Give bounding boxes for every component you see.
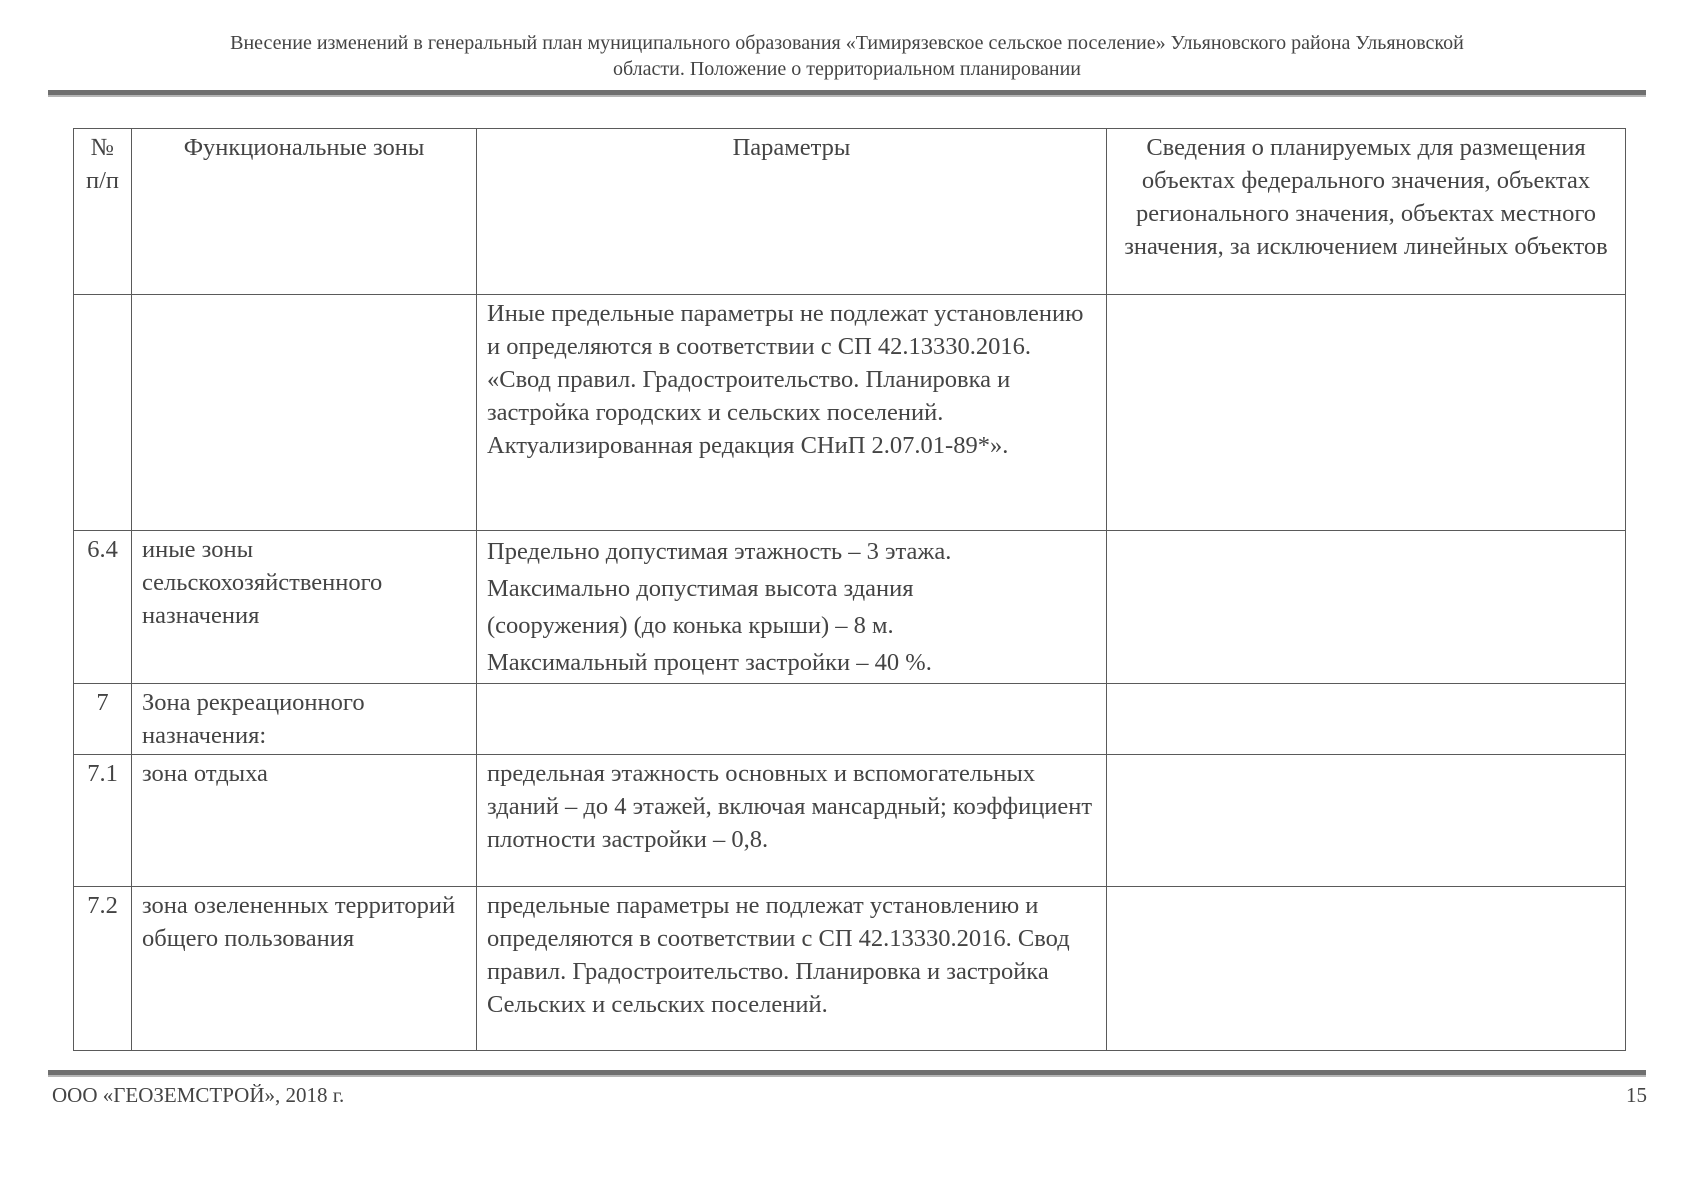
row-zone: иные зоны сельскохозяйственного назначения: [132, 531, 477, 684]
row-zone: [132, 295, 477, 531]
row-num: 7.2: [74, 887, 132, 1051]
page-number: 15: [1626, 1083, 1647, 1107]
table-row: [74, 887, 1626, 1051]
header-zones: Функциональные зоны: [132, 129, 477, 295]
params-line: (сооружения) (до конька крыши) – 8 м.: [487, 612, 894, 639]
row-objects: [1107, 684, 1626, 755]
functional-zones-table: [73, 128, 1626, 1051]
table-row: [74, 755, 1626, 887]
header-params: Параметры: [477, 129, 1107, 295]
footer-company: ООО «ГЕОЗЕМСТРОЙ», 2018 г.: [52, 1083, 345, 1107]
table-row: [74, 684, 1626, 755]
row-num: 6.4: [74, 531, 132, 684]
row-objects: [1107, 295, 1626, 531]
header-num: № п/п: [74, 129, 132, 295]
params-line: Предельно допустимая этажность – 3 этажа.: [487, 538, 952, 565]
header-line-2: области. Положение о территориальном планировании: [613, 58, 1081, 80]
params-line: Максимально допустимая высота здания: [487, 575, 914, 602]
table-row: [74, 295, 1626, 531]
row-objects: [1107, 531, 1626, 684]
row-num: 7.1: [74, 755, 132, 887]
row-num: [74, 295, 132, 531]
row-zone: Зона рекреационного назначения:: [132, 684, 477, 755]
row-params: предельная этажность основных и вспомогательных зданий – до 4 этажей, включая мансардный; коэффициент плотности застройки – 0,8.: [477, 755, 1107, 887]
header-line-1: Внесение изменений в генеральный план муниципального образования «Тимирязевское сельское поселение» Ульяновского района Ульяновской: [230, 32, 1464, 54]
document-header: [48, 30, 1646, 82]
row-objects: [1107, 887, 1626, 1051]
row-zone: зона озелененных территорий общего пользования: [132, 887, 477, 1051]
row-objects: [1107, 755, 1626, 887]
row-params: [477, 684, 1107, 755]
header-rule: [48, 90, 1646, 97]
row-params: [477, 531, 1107, 684]
params-line: Максимальный процент застройки – 40 %.: [487, 649, 932, 676]
header-objects: Сведения о планируемых для размещения объектах федерального значения, объектах регионального значения, объектах местного значения, за исключением линейных объектов: [1107, 129, 1626, 295]
footer-rule: [48, 1070, 1646, 1077]
row-num: 7: [74, 684, 132, 755]
table-row: [74, 531, 1626, 684]
table-header-row: [74, 129, 1626, 295]
row-zone: зона отдыха: [132, 755, 477, 887]
row-params: Иные предельные параметры не подлежат установлению и определяются в соответствии с СП 42.13330.2016. «Свод правил. Градостроительство. Планировка и застройка городских и сельских поселений. Актуализированная редакция СНиП 2.07.01-89*».: [477, 295, 1107, 531]
row-params: предельные параметры не подлежат установлению и определяются в соответствии с СП 42.13330.2016. Свод правил. Градостроительство. Планировка и застройка Сельских и сельских поселений.: [477, 887, 1107, 1051]
